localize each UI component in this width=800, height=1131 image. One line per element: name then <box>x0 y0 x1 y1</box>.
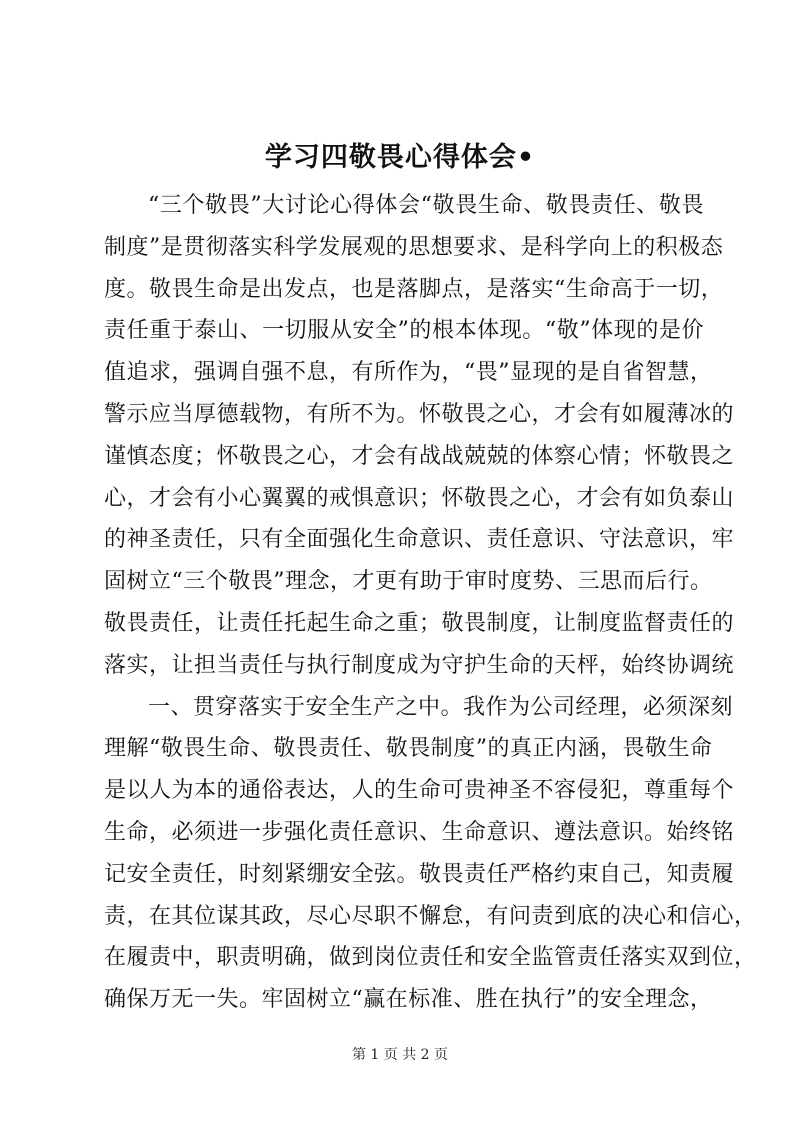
text-line: 确保万无一失。牢固树立“赢在标准、胜在执行”的安全理念， <box>104 987 713 1013</box>
text-line: 落实，让担当责任与执行制度成为守护生命的天枰，始终协调统 <box>104 652 735 678</box>
text-line: 责任重于泰山、一切服从安全”的根本体现。“敬”体现的是价 <box>104 318 704 344</box>
text-line: 谨慎态度；怀敬畏之心，才会有战战兢兢的体察心情；怀敬畏之 <box>104 443 735 469</box>
text-line: 是以人为本的通俗表达，人的生命可贵神圣不容侵犯，尊重每个 <box>104 778 735 804</box>
text-line: “三个敬畏”大讨论心得体会“敬畏生命、敬畏责任、敬畏 <box>148 193 704 218</box>
paragraph-1 <box>104 185 735 687</box>
text-line: 的神圣责任，只有全面强化生命意识、责任意识、守法意识，牢 <box>104 527 735 553</box>
text-line: 在履责中，职责明确，做到岗位责任和安全监管责任落实双到位， <box>104 945 757 971</box>
text-line: 敬畏责任，让责任托起生命之重；敬畏制度，让制度监督责任的 <box>104 610 735 636</box>
text-line: 值追求，强调自强不息，有所作为，“畏”显现的是自省智慧， <box>104 360 713 386</box>
document-body <box>104 185 757 1021</box>
text-line: 心，才会有小心翼翼的戒惧意识；怀敬畏之心，才会有如负泰山 <box>104 485 735 511</box>
document-title: 学习四敬畏心得体会• <box>264 142 536 173</box>
text-line: 记安全责任，时刻紧绷安全弦。敬畏责任严格约束自己，知责履 <box>104 861 735 887</box>
text-line: 警示应当厚德载物，有所不为。怀敬畏之心，才会有如履薄冰的 <box>104 401 735 427</box>
text-line: 一、贯穿落实于安全生产之中。我作为公司经理，必须深刻 <box>148 694 734 720</box>
text-line: 度。敬畏生命是出发点，也是落脚点，是落实“生命高于一切， <box>104 276 724 302</box>
text-line: 制度”是贯彻落实科学发展观的思想要求、是科学向上的积极态 <box>104 234 724 260</box>
text-line: 理解“敬畏生命、敬畏责任、敬畏制度”的真正内涵，畏敬生命 <box>104 736 713 762</box>
page-footer: 第 1 页 共 2 页 <box>351 1047 449 1063</box>
text-line: 责，在其位谋其政，尽心尽职不懈怠，有问责到底的决心和信心， <box>104 903 757 929</box>
text-line: 固树立“三个敬畏”理念，才更有助于审时度势、三思而后行。 <box>104 569 713 595</box>
paragraph-2 <box>104 687 757 1021</box>
text-line: 生命，必须进一步强化责任意识、生命意识、遵法意识。始终铭 <box>104 819 735 845</box>
